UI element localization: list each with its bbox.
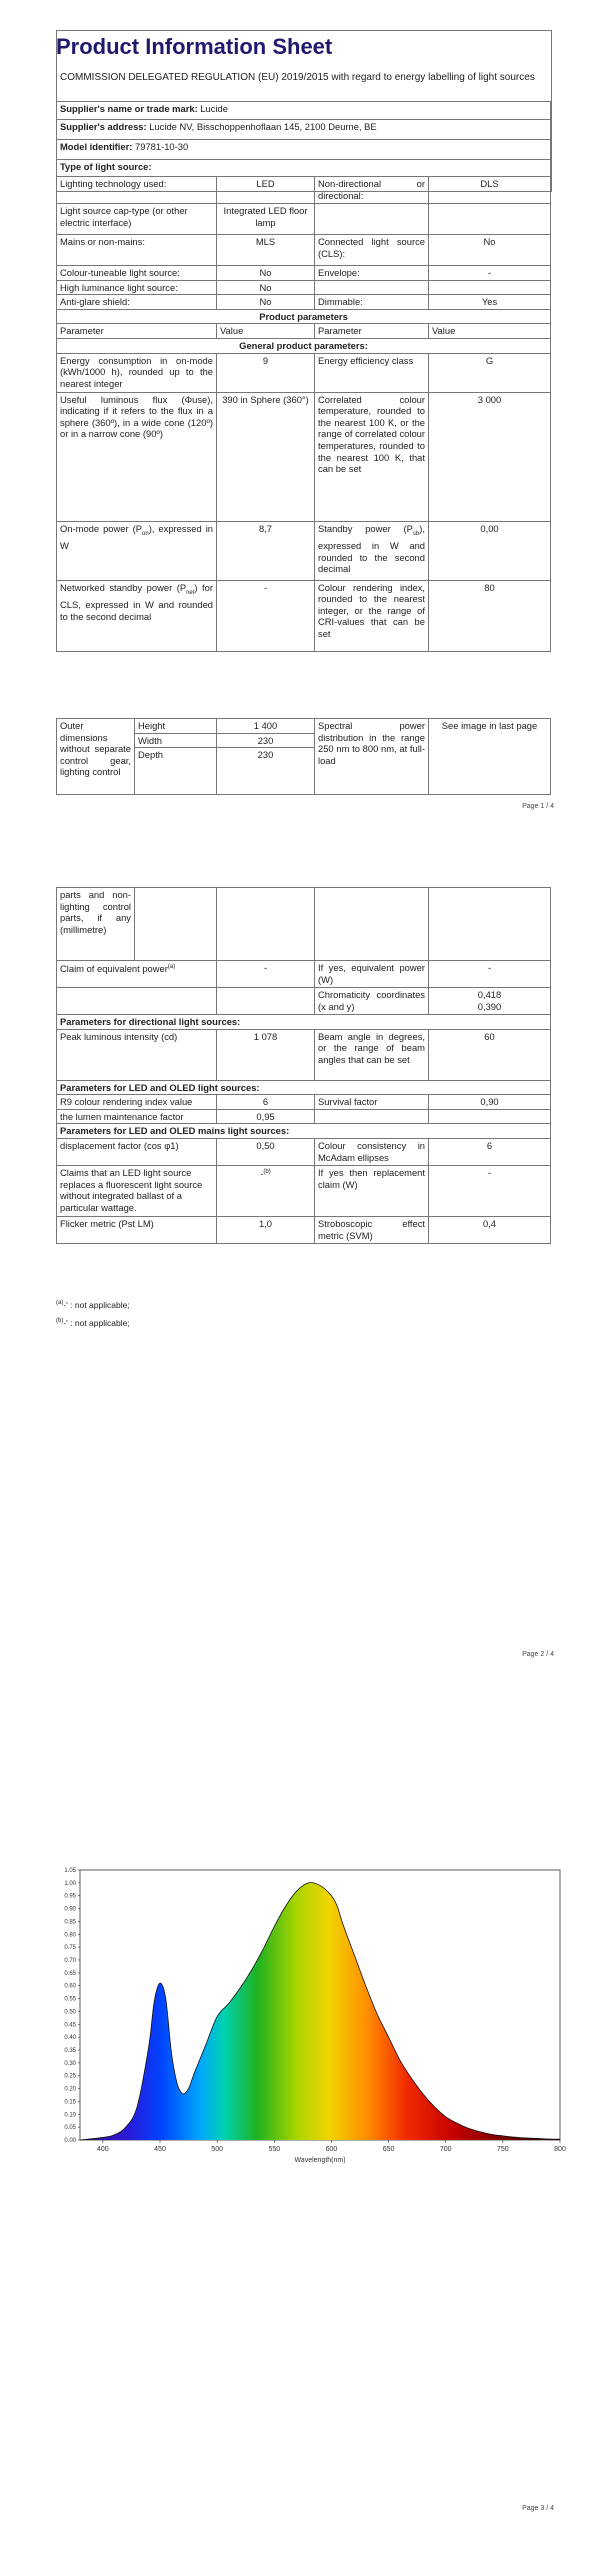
col-value-2: Value <box>429 324 551 339</box>
x-tick-label: 400 <box>97 2146 109 2153</box>
equivalent-power-text: Claim of equivalent power <box>60 963 168 975</box>
equivalent-power-row <box>57 961 551 988</box>
flicker-row <box>57 1216 551 1243</box>
onmode-label-a: On-mode power (P <box>60 522 143 534</box>
directional-value: DLS <box>429 177 551 204</box>
peak-label: Peak luminous intensity (cd) <box>57 1029 217 1080</box>
supplier-address-row <box>57 120 551 140</box>
dimensions-table-p1 <box>56 718 551 795</box>
y-tick-label: 0.35 <box>64 2048 76 2054</box>
survival-label: Survival factor <box>315 1095 429 1110</box>
x-axis <box>97 2140 566 2153</box>
flux-value: 390 in Sphere (360°) <box>217 392 315 521</box>
light-tech-value: LED <box>217 177 315 204</box>
high-luminance-row <box>57 280 551 295</box>
energy-label: Energy consumption in on-mode (kWh/1000 h), rounded up to the nearest integer <box>57 353 217 392</box>
led-params-heading: Parameters for LED and OLED light sources: <box>57 1080 551 1095</box>
r9-value: 6 <box>217 1095 315 1110</box>
product-params-row <box>57 309 551 324</box>
y-tick-label: 0.65 <box>64 1970 76 1977</box>
page-number-2: Page 2 / 4 <box>522 1651 554 1658</box>
standby-sub: sb <box>412 530 420 537</box>
directional-label: Non-directional or directional: <box>315 177 429 204</box>
connected-value: No <box>429 235 551 266</box>
networked-value: - <box>217 580 315 651</box>
general-params-row <box>57 338 551 353</box>
x-axis-label: Wavelength(nm) <box>294 2157 346 2164</box>
standby-value: 0,00 <box>429 521 551 580</box>
peak-value: 1 078 <box>217 1029 315 1080</box>
depth-label: Depth <box>135 748 217 795</box>
type-row <box>57 160 551 177</box>
chromaticity-label: Chromaticity coordinates (x and y) <box>315 988 429 1015</box>
col-value: Value <box>217 324 315 339</box>
networked-row <box>57 580 551 651</box>
anti-glare-label: Anti-glare shield: <box>57 295 217 310</box>
y-tick-label: 0.60 <box>64 1983 76 1990</box>
height-value: 1 400 <box>217 719 315 734</box>
directional-params-row <box>57 1015 551 1030</box>
type-label: Type of light source: <box>57 160 551 177</box>
mains-value: MLS <box>217 235 315 266</box>
displacement-label: displacement factor (cos φ1) <box>57 1138 217 1165</box>
y-tick-label: 0.45 <box>64 2022 76 2029</box>
y-tick-label: 0.05 <box>64 2125 76 2132</box>
regulation-text: COMMISSION DELEGATED REGULATION (EU) 2019/2015 with regard to energy labelling of light sources <box>60 72 535 83</box>
replacement-yes-value: - <box>429 1165 551 1216</box>
y-tick-label: 0.55 <box>64 1996 76 2003</box>
colour-tuneable-label: Colour-tuneable light source: <box>57 266 217 281</box>
model-identifier: 79781-10-30 <box>135 141 189 152</box>
r9-row <box>57 1095 551 1110</box>
width-label: Width <box>135 733 217 748</box>
y-tick-label: 0.90 <box>64 1906 76 1913</box>
equivalent-power-label <box>57 961 217 988</box>
peak-row <box>57 1029 551 1080</box>
cct-value: 3 000 <box>429 392 551 521</box>
replacement-value <box>217 1165 315 1216</box>
chromaticity-x: 0,418 <box>477 989 502 1000</box>
cap-label: Light source cap-type (or other electric interface) <box>57 204 217 235</box>
x-tick-label: 450 <box>154 2146 166 2153</box>
r9-label: R9 colour rendering index value <box>57 1095 217 1110</box>
chromaticity-values <box>429 988 551 1015</box>
y-tick-label: 0.10 <box>64 2112 76 2119</box>
networked-label-b: ) for CLS, expressed in W and rounded to the second decimal <box>60 581 213 622</box>
envelope-label: Envelope: <box>315 266 429 281</box>
replacement-dash: - <box>260 1168 264 1180</box>
general-params-heading: General product parameters: <box>57 338 551 353</box>
cri-value: 80 <box>429 580 551 651</box>
cap-value: Integrated LED floor lamp <box>217 204 315 235</box>
led-mains-params-heading: Parameters for LED and OLED mains light sources: <box>57 1124 551 1139</box>
energy-value: 9 <box>217 353 315 392</box>
y-tick-label: 0.85 <box>64 1919 76 1926</box>
dimmable-label: Dimmable: <box>315 295 429 310</box>
high-luminance-value: No <box>217 280 315 295</box>
x-tick-label: 600 <box>325 2146 338 2153</box>
flicker-value: 1,0 <box>217 1216 315 1243</box>
efficiency-class-label: Energy efficiency class <box>315 353 429 392</box>
onmode-row <box>57 521 551 580</box>
mains-row <box>57 235 551 266</box>
chromaticity-y: 0,390 <box>477 1000 502 1012</box>
standby-label <box>315 521 429 580</box>
mains-label: Mains or non-mains: <box>57 235 217 266</box>
width-value: 230 <box>217 733 315 748</box>
y-tick-label: 0.30 <box>64 2060 76 2067</box>
equivalent-yes-label: If yes, equivalent power (W) <box>315 961 429 988</box>
onmode-value: 8,7 <box>217 521 315 580</box>
x-tick-label: 700 <box>439 2146 452 2153</box>
page-title: Product Information Sheet <box>56 34 333 59</box>
page-3 <box>0 1760 604 2560</box>
note-a-ref: (a) <box>167 964 176 970</box>
consistency-label: Colour consistency in McAdam ellipses <box>315 1138 429 1165</box>
lumen-maintenance-value: 0,95 <box>217 1109 315 1124</box>
anti-glare-value: No <box>217 295 315 310</box>
note-b-ref: (b) <box>263 1168 271 1175</box>
spd-value: See image in last page <box>429 719 551 795</box>
led-params-row <box>57 1080 551 1095</box>
footnote-b-mark: (b) <box>56 1318 64 1325</box>
supplier-address-label: Supplier's address: <box>60 121 147 132</box>
light-tech-row <box>57 177 551 204</box>
displacement-value: 0,50 <box>217 1138 315 1165</box>
flux-row <box>57 392 551 521</box>
beam-label: Beam angle in degrees, or the range of beam angles that can be set <box>315 1029 429 1080</box>
x-tick-label: 500 <box>211 2146 223 2153</box>
onmode-sub: on <box>142 530 149 537</box>
x-tick-label: 750 <box>497 2146 509 2153</box>
beam-value: 60 <box>429 1029 551 1080</box>
x-tick-label: 550 <box>268 2146 281 2153</box>
standby-label-b: ), expressed in W and rounded to the second decimal <box>318 522 425 575</box>
lumen-maintenance-row <box>57 1109 551 1124</box>
networked-sub: net <box>186 589 195 596</box>
y-tick-label: 1.05 <box>64 1868 76 1874</box>
high-luminance-label: High luminance light source: <box>57 280 217 295</box>
y-tick-label: 0.20 <box>64 2086 76 2093</box>
replacement-yes-label: If yes then replacement claim (W) <box>315 1165 429 1216</box>
product-info-table <box>56 101 551 652</box>
stroboscopic-value: 0,4 <box>429 1216 551 1243</box>
connected-label: Connected light source (CLS): <box>315 235 429 266</box>
equivalent-power-value: - <box>217 961 315 988</box>
replacement-row <box>57 1165 551 1216</box>
energy-row <box>57 353 551 392</box>
footnote-b <box>56 1318 130 1328</box>
anti-glare-row <box>57 295 551 310</box>
led-mains-params-row <box>57 1124 551 1139</box>
model-label: Model identifier: <box>60 141 133 152</box>
outer-dimensions-label-continued: parts and non-lighting control parts, if any (millimetre) <box>57 888 135 961</box>
cri-label: Colour rendering index, rounded to the nearest integer, or the range of CRI-values that can be set <box>315 580 429 651</box>
chromaticity-row <box>57 988 551 1015</box>
product-info-table-p2 <box>56 887 551 1244</box>
y-tick-label: 0.95 <box>64 1893 76 1900</box>
page-1 <box>0 0 604 810</box>
product-params-heading: Product parameters <box>57 309 551 324</box>
height-label: Height <box>135 719 217 734</box>
footnote-a-mark: (a) <box>56 1300 64 1307</box>
page-number-3: Page 3 / 4 <box>522 2505 554 2512</box>
colour-tuneable-value: No <box>217 266 315 281</box>
supplier-name-label: Supplier's name or trade mark: <box>60 103 198 114</box>
dimmable-value: Yes <box>429 295 551 310</box>
y-tick-label: 0.80 <box>64 1932 76 1939</box>
outer-dimensions-label: Outer dimensions without separate control gear, lighting control <box>57 719 135 795</box>
y-tick-label: 0.40 <box>64 2035 76 2042</box>
colour-tuneable-row <box>57 266 551 281</box>
footnote-a <box>56 1300 130 1310</box>
y-tick-label: 0.70 <box>64 1958 76 1964</box>
model-row <box>57 140 551 160</box>
spectral-distribution-chart <box>50 1860 570 2170</box>
light-tech-label: Lighting technology used: <box>57 177 217 204</box>
consistency-value: 6 <box>429 1138 551 1165</box>
equivalent-yes-value: - <box>429 961 551 988</box>
lumen-maintenance-label: the lumen maintenance factor <box>57 1109 217 1124</box>
spectrum-area <box>80 1883 560 2140</box>
spd-label: Spectral power distribution in the range 250 nm to 800 nm, at full-load <box>315 719 429 795</box>
efficiency-class-value: G <box>429 353 551 392</box>
networked-label-a: Networked standby power (P <box>60 581 187 593</box>
onmode-label <box>57 521 217 580</box>
directional-params-heading: Parameters for directional light sources: <box>57 1015 551 1030</box>
footnote-a-text: -' : not applicable; <box>63 1300 130 1310</box>
y-axis <box>64 1868 80 2144</box>
y-tick-label: 1.00 <box>64 1880 76 1887</box>
cct-label: Correlated colour temperature, rounded to the nearest 100 K, or the range of correlated colour temperatures, rounded to the nearest 100 K, that can be set <box>315 392 429 521</box>
y-tick-label: 0.15 <box>64 2099 76 2106</box>
depth-value: 230 <box>217 748 315 795</box>
replacement-label: Claims that an LED light source replaces a fluorescent light source without integrated ballast of a particular wattage. <box>57 1165 217 1216</box>
x-tick-label: 800 <box>554 2146 566 2153</box>
y-tick-label: 0.50 <box>64 2009 76 2016</box>
y-tick-label: 0.75 <box>64 1945 76 1952</box>
cap-row <box>57 204 551 235</box>
col-parameter: Parameter <box>57 324 217 339</box>
dimensions-continued-row <box>57 888 551 961</box>
standby-label-a: Standby power (P <box>318 522 413 534</box>
flux-label: Useful luminous flux (Φuse), indicating if it refers to the flux in a sphere (360º), in a wide cone (120º) or in a narrow cone (90º) <box>57 392 217 521</box>
y-tick-label: 0.25 <box>64 2073 76 2080</box>
supplier-address: Lucide NV, Bisschoppenhoflaan 145, 2100 Deurne, BE <box>149 121 377 132</box>
page-number-1: Page 1 / 4 <box>522 803 554 810</box>
envelope-value: - <box>429 266 551 281</box>
displacement-row <box>57 1138 551 1165</box>
page-2 <box>0 880 604 1670</box>
stroboscopic-label: Stroboscopic effect metric (SVM) <box>315 1216 429 1243</box>
networked-label <box>57 580 217 651</box>
col-parameter-2: Parameter <box>315 324 429 339</box>
y-tick-label: 0.00 <box>64 2138 76 2144</box>
x-tick-label: 650 <box>382 2146 395 2153</box>
onmode-label-b: ), expressed in W <box>60 522 213 552</box>
flicker-label: Flicker metric (Pst LM) <box>57 1216 217 1243</box>
supplier-name: Lucide <box>200 103 228 114</box>
supplier-name-row <box>57 102 551 120</box>
survival-value: 0,90 <box>429 1095 551 1110</box>
column-header-row <box>57 324 551 339</box>
footnote-b-text: -' : not applicable; <box>63 1318 130 1328</box>
